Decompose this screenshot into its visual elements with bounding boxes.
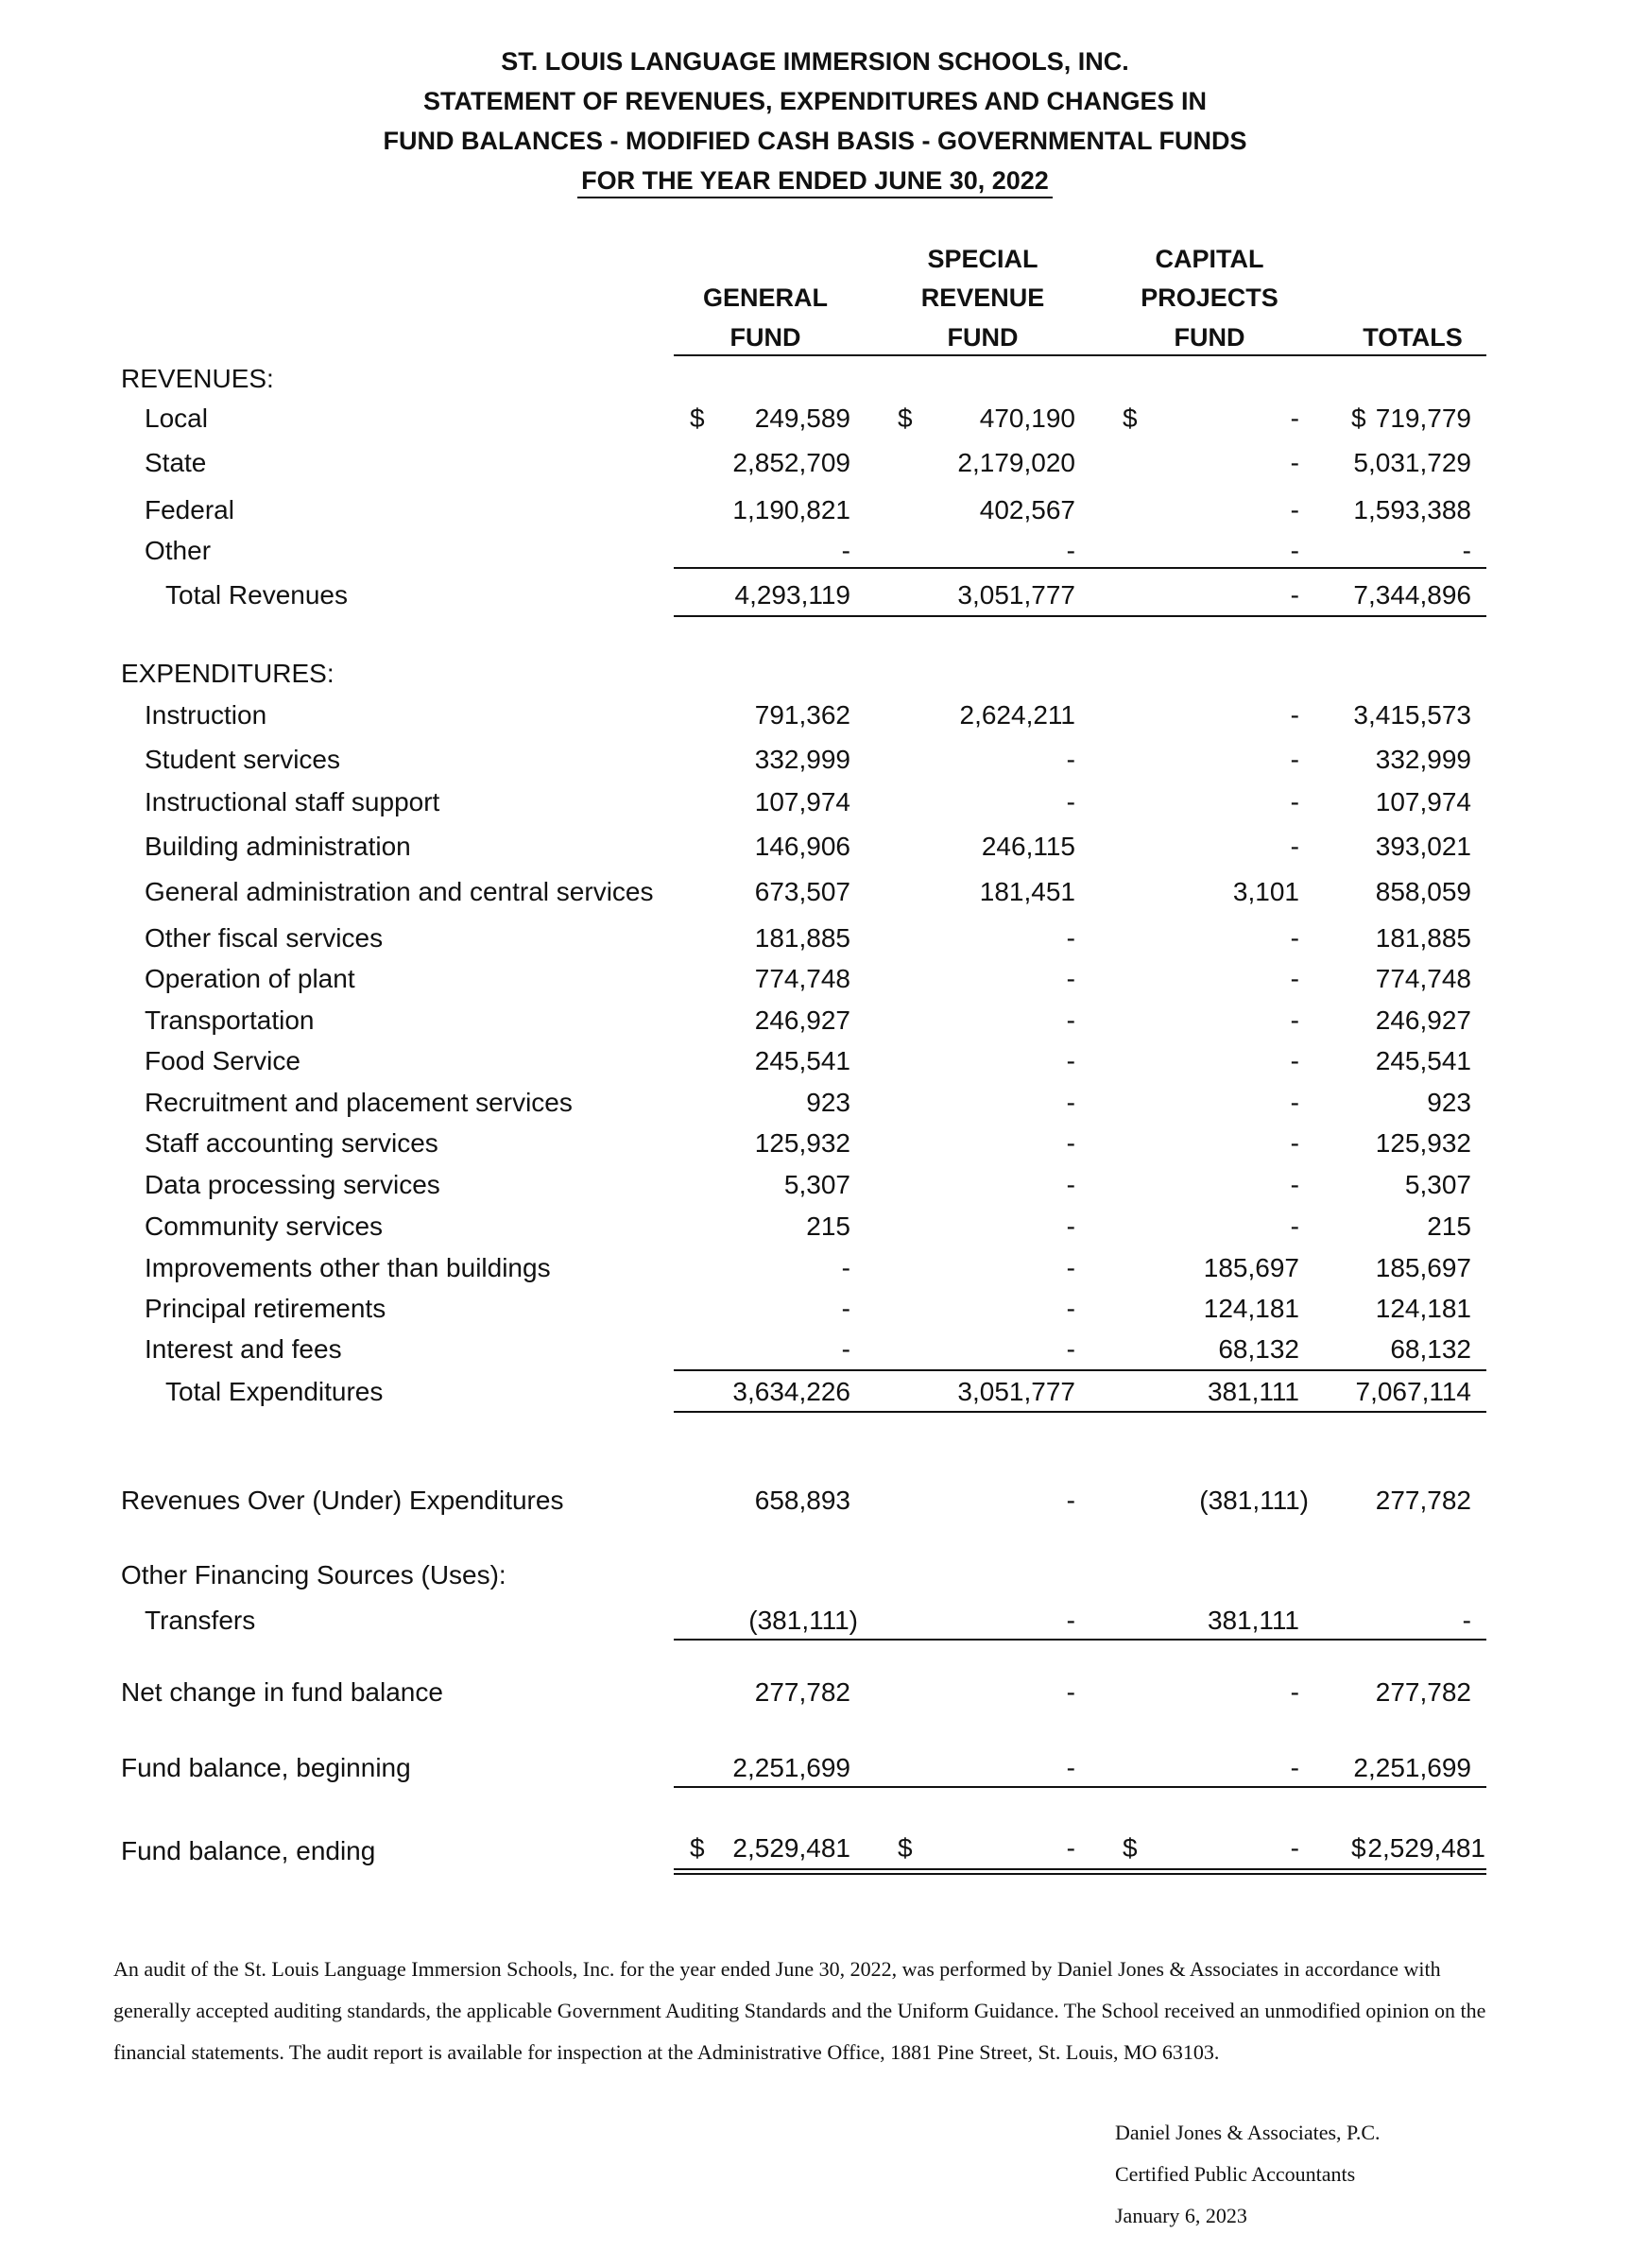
row-label: Local <box>145 404 208 433</box>
total-label: Total Expenditures <box>165 1377 384 1406</box>
row-label: Interest and fees <box>145 1334 342 1364</box>
audit-note: An audit of the St. Louis Language Immersion Schools, Inc. for the year ended June 30, 2022, was performed by Daniel Jones & Associates in accordance with generally accepted auditing standards, the applicable Government Auditing Standards and the Uniform Guidance. The School received an unmodified opinion on the financial statements. The audit report is available for inspection at the Administrative Office, 1881 Pine Street, St. Louis, MO 63103. <box>113 1957 1486 2064</box>
cell-general: 215 <box>806 1211 850 1241</box>
cell-special: - <box>1066 1606 1075 1635</box>
cell-total: 7,344,896 <box>1353 580 1471 610</box>
cell-special: - <box>1066 1677 1075 1707</box>
cell-capital: 381,111 <box>1207 1606 1299 1635</box>
row-label: Instructional staff support <box>145 787 440 816</box>
cell-total: - <box>1462 536 1471 565</box>
cell-general: - <box>841 1253 850 1282</box>
cell-special: 246,115 <box>981 832 1075 861</box>
cell-capital: - <box>1290 404 1299 433</box>
cell-total: 774,748 <box>1375 964 1471 993</box>
cell-total: 277,782 <box>1375 1486 1471 1515</box>
currency-sign: $ <box>1123 1833 1138 1863</box>
cell-capital: - <box>1290 1211 1299 1241</box>
cell-general: 4,293,119 <box>734 580 850 610</box>
cell-general: 774,748 <box>754 964 850 993</box>
cell-general: 107,974 <box>754 787 850 816</box>
row-label: Student services <box>145 745 340 774</box>
cell-general: 277,782 <box>754 1677 850 1707</box>
double-rule-top <box>674 1868 1486 1870</box>
subtotal-rule <box>674 567 1486 569</box>
col-capital-line-2: PROJECTS <box>1141 284 1278 312</box>
cell-general: 5,307 <box>783 1170 850 1199</box>
cell-total: - <box>1462 1606 1471 1635</box>
cell-total: 719,779 <box>1375 404 1471 433</box>
cell-capital: - <box>1290 1677 1299 1707</box>
cell-total: 277,782 <box>1375 1677 1471 1707</box>
cell-special: 2,179,020 <box>957 448 1075 477</box>
currency-sign: $ <box>690 1833 705 1863</box>
report-title-line-3: FUND BALANCES - MODIFIED CASH BASIS - GOVERNMENTAL FUNDS <box>383 127 1247 155</box>
cell-special: - <box>1066 1334 1075 1364</box>
row-label: Fund balance, beginning <box>121 1753 411 1782</box>
cell-general: 2,529,481 <box>732 1833 850 1863</box>
cell-special: - <box>1066 1088 1075 1117</box>
cell-capital: - <box>1290 448 1299 477</box>
cell-capital: - <box>1290 700 1299 730</box>
cell-general: 246,927 <box>754 1005 850 1035</box>
row-label: Building administration <box>145 832 411 861</box>
row-label: Instruction <box>145 700 267 730</box>
cell-total: 7,067,114 <box>1355 1377 1471 1406</box>
cell-general: 332,999 <box>754 745 850 774</box>
cell-total: 181,885 <box>1375 923 1471 953</box>
other-financing-heading: Other Financing Sources (Uses): <box>121 1560 506 1589</box>
row-label: Staff accounting services <box>145 1128 438 1158</box>
cell-capital: - <box>1290 495 1299 524</box>
cell-capital: - <box>1290 964 1299 993</box>
cell-capital: - <box>1290 1088 1299 1117</box>
cell-special: - <box>1066 923 1075 953</box>
cell-capital: - <box>1290 832 1299 861</box>
total-label: Total Revenues <box>165 580 349 610</box>
cell-capital: - <box>1290 787 1299 816</box>
col-general-line-1: GENERAL <box>702 284 828 312</box>
auditor-firm: Daniel Jones & Associates, P.C. <box>1115 2121 1381 2144</box>
col-capital-line-1: CAPITAL <box>1155 245 1264 273</box>
row-label: Transportation <box>145 1005 315 1035</box>
cell-general: 923 <box>806 1088 850 1117</box>
cell-special: - <box>1066 964 1075 993</box>
double-rule-bottom <box>674 1873 1486 1875</box>
row-label: Fund balance, ending <box>121 1836 376 1865</box>
cell-general: 249,589 <box>754 404 850 433</box>
report-title-line-4 <box>0 166 1630 196</box>
row-label: Transfers <box>145 1606 256 1635</box>
cell-capital: 3,101 <box>1232 877 1299 906</box>
row-label: Operation of plant <box>145 964 355 993</box>
col-capital-line-3: FUND <box>1174 323 1245 352</box>
report-date: January 6, 2023 <box>1115 2204 1247 2227</box>
cell-general: (381,111) <box>748 1606 858 1635</box>
row-label: Recruitment and placement services <box>145 1088 573 1117</box>
currency-sign: $ <box>898 404 913 433</box>
cell-general: 181,885 <box>754 923 850 953</box>
expenditures-heading: EXPENDITURES: <box>121 659 335 688</box>
cell-capital: 124,181 <box>1203 1294 1299 1323</box>
cell-special: - <box>1066 1833 1075 1863</box>
cell-special: 470,190 <box>979 404 1075 433</box>
cell-total: 393,021 <box>1375 832 1471 861</box>
cell-special: - <box>1066 536 1075 565</box>
cell-total: 245,541 <box>1375 1046 1471 1075</box>
cell-special: - <box>1066 1170 1075 1199</box>
col-general-line-2: FUND <box>729 323 801 352</box>
report-period: FOR THE YEAR ENDED JUNE 30, 2022 <box>577 166 1053 198</box>
cell-special: 2,624,211 <box>959 700 1075 730</box>
header-rule <box>674 354 1486 356</box>
currency-sign: $ <box>1351 1833 1366 1863</box>
cell-total: 332,999 <box>1375 745 1471 774</box>
cell-special: - <box>1066 745 1075 774</box>
cell-capital: - <box>1290 923 1299 953</box>
subtotal-rule <box>674 1786 1486 1788</box>
cell-total: 2,251,699 <box>1353 1753 1471 1782</box>
col-totals: TOTALS <box>1363 323 1463 352</box>
cell-general: 658,893 <box>754 1486 850 1515</box>
cell-capital: - <box>1290 1005 1299 1035</box>
currency-sign: $ <box>1123 404 1138 433</box>
cell-special: - <box>1066 1253 1075 1282</box>
row-label: General administration and central services <box>145 877 654 906</box>
total-rule <box>674 1411 1486 1413</box>
cell-capital: - <box>1290 745 1299 774</box>
cell-total: 923 <box>1427 1088 1471 1117</box>
cell-capital: 381,111 <box>1207 1377 1299 1406</box>
transfers-rule <box>674 1639 1486 1641</box>
row-label: Principal retirements <box>145 1294 386 1323</box>
cell-capital: - <box>1290 1128 1299 1158</box>
cell-special: - <box>1066 1294 1075 1323</box>
cell-total: 107,974 <box>1375 787 1471 816</box>
col-special-line-1: SPECIAL <box>927 245 1038 273</box>
cell-capital: - <box>1290 1833 1299 1863</box>
row-label: Other <box>145 536 212 565</box>
report-title-line-1: ST. LOUIS LANGUAGE IMMERSION SCHOOLS, INC. <box>501 47 1129 76</box>
cell-general: 673,507 <box>754 877 850 906</box>
row-label: Community services <box>145 1211 384 1241</box>
cell-total: 246,927 <box>1375 1005 1471 1035</box>
cell-special: 3,051,777 <box>957 580 1075 610</box>
cell-special: - <box>1066 1005 1075 1035</box>
currency-sign: $ <box>898 1833 913 1863</box>
cell-general: 3,634,226 <box>732 1377 850 1406</box>
col-special-line-3: FUND <box>947 323 1019 352</box>
row-label: Net change in fund balance <box>121 1677 443 1707</box>
cell-capital: - <box>1290 1170 1299 1199</box>
currency-sign: $ <box>1351 404 1366 433</box>
row-label: Revenues Over (Under) Expenditures <box>121 1486 564 1515</box>
cell-general: 791,362 <box>754 700 850 730</box>
cell-total: 5,031,729 <box>1353 448 1471 477</box>
cell-total: 3,415,573 <box>1353 700 1471 730</box>
col-special-line-2: REVENUE <box>920 284 1045 312</box>
cell-special: - <box>1066 1753 1075 1782</box>
cell-total: 124,181 <box>1375 1294 1471 1323</box>
cell-capital: - <box>1290 536 1299 565</box>
row-label: Improvements other than buildings <box>145 1253 551 1282</box>
cell-general: - <box>841 536 850 565</box>
currency-sign: $ <box>690 404 705 433</box>
cell-general: - <box>841 1294 850 1323</box>
row-label: Other fiscal services <box>145 923 384 953</box>
cell-total: 185,697 <box>1375 1253 1471 1282</box>
cell-general: 245,541 <box>754 1046 850 1075</box>
cell-special: 3,051,777 <box>957 1377 1075 1406</box>
cell-capital: - <box>1290 580 1299 610</box>
report-title-line-2: STATEMENT OF REVENUES, EXPENDITURES AND CHANGES IN <box>422 87 1208 115</box>
cell-total: 858,059 <box>1375 877 1471 906</box>
subtotal-rule <box>674 1369 1486 1371</box>
cell-total: 215 <box>1427 1211 1471 1241</box>
cell-special: - <box>1066 787 1075 816</box>
cell-general: 146,906 <box>754 832 850 861</box>
cell-general: 1,190,821 <box>732 495 850 524</box>
cell-special: - <box>1066 1211 1075 1241</box>
cell-capital: - <box>1290 1046 1299 1075</box>
cell-capital: (381,111) <box>1199 1486 1309 1515</box>
auditor-title: Certified Public Accountants <box>1115 2162 1356 2186</box>
cell-general: 2,251,699 <box>732 1753 850 1782</box>
revenues-heading: REVENUES: <box>121 364 274 393</box>
cell-capital: 68,132 <box>1218 1334 1299 1364</box>
cell-total: 1,593,388 <box>1353 495 1471 524</box>
cell-total: 125,932 <box>1375 1128 1471 1158</box>
cell-total: 5,307 <box>1404 1170 1471 1199</box>
cell-special: 402,567 <box>979 495 1075 524</box>
row-label: Food Service <box>145 1046 300 1075</box>
row-label: Federal <box>145 495 234 524</box>
total-rule <box>674 615 1486 617</box>
row-label: State <box>145 448 207 477</box>
cell-special: 181,451 <box>979 877 1075 906</box>
cell-special: - <box>1066 1486 1075 1515</box>
cell-capital: 185,697 <box>1203 1253 1299 1282</box>
cell-general: - <box>841 1334 850 1364</box>
cell-special: - <box>1066 1046 1075 1075</box>
cell-general: 125,932 <box>754 1128 850 1158</box>
row-label: Data processing services <box>145 1170 440 1199</box>
cell-capital: - <box>1290 1753 1299 1782</box>
cell-total: 2,529,481 <box>1367 1833 1485 1863</box>
cell-general: 2,852,709 <box>732 448 850 477</box>
cell-special: - <box>1066 1128 1075 1158</box>
cell-total: 68,132 <box>1390 1334 1471 1364</box>
